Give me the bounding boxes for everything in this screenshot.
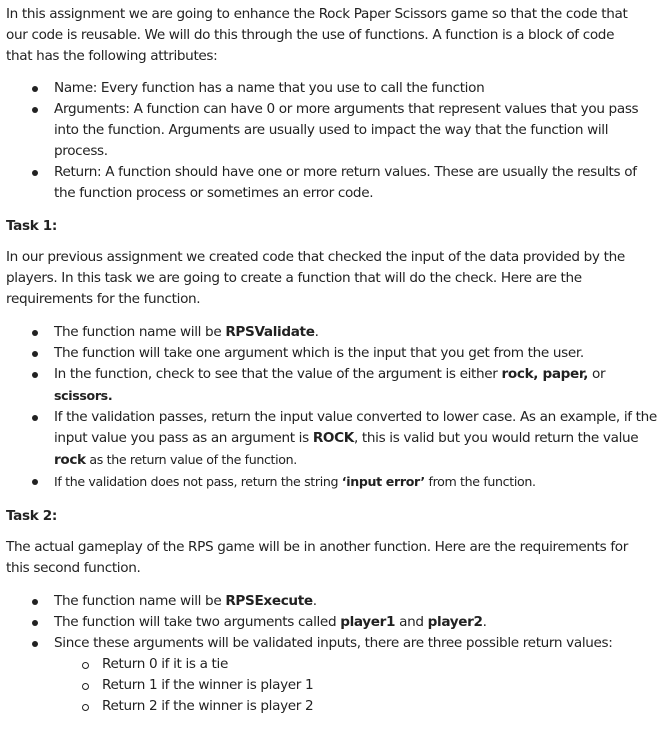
circle-bullet-icon [82,704,89,711]
bullet-icon [32,351,38,357]
task1-intro: In our previous assignment we created code that checked the input of the data provided by the players. In this task we are going to create a function that will do the check. Here are the requirements for the function. [6,249,625,307]
bullet-icon [32,372,38,378]
task1-heading: Task 1: [6,218,58,234]
list-item: Name: Every function has a name that you use to call the function [6,78,658,99]
function-name: RPSExecute [225,593,313,609]
bullet-icon [32,107,38,113]
list-item: In the function, check to see that the value of the argument is either rock, paper, or scissors. [6,364,658,407]
bullet-icon [32,620,38,626]
task2-requirements-list [6,591,613,654]
list-item: Return: A function should have one or more return values. These are usually the results of the function process or sometimes an error code. [6,162,658,204]
return-values-list [6,654,313,717]
list-item: The function will take one argument which is the input that you get from the user. [6,343,658,364]
list-item: The function name will be RPSValidate. [6,322,658,343]
task2-intro: The actual gameplay of the RPS game will be in another function. Here are the requirements for this second function. [6,539,628,576]
task1-requirements-list [6,322,658,492]
list-item: If the validation passes, return the input value converted to lower case. As an example, if the input value you pass as an argument is ROCK, this is valid but you would return the value rock as the return value of the function. [6,407,658,471]
bullet-icon [32,599,38,605]
task2-heading: Task 2: [6,508,58,524]
list-item: Return 0 if it is a tie [6,654,313,675]
list-item: Return 1 if the winner is player 1 [6,675,313,696]
circle-bullet-icon [82,683,89,690]
bullet-icon [32,170,38,176]
list-item: The function will take two arguments called player1 and player2. [6,612,613,633]
list-item: Arguments: A function can have 0 or more arguments that represent values that you pass into the function. Arguments are usually used to impact the way that the function will process. [6,99,658,162]
list-item: Since these arguments will be validated inputs, there are three possible return values: [6,633,613,654]
list-item: The function name will be RPSExecute. [6,591,613,612]
bullet-icon [32,415,38,421]
bullet-icon [32,330,38,336]
list-item: If the validation does not pass, return the string ‘input error’ from the function. [6,471,658,492]
function-attributes-list [6,78,658,204]
circle-bullet-icon [82,662,89,669]
intro-paragraph: In this assignment we are going to enhance the Rock Paper Scissors game so that the code that our code is reusable. We will do this through the use of functions. A function is a block of code that has the following attributes: [6,6,628,64]
function-name: RPSValidate [225,324,315,340]
bullet-icon [32,641,38,647]
list-item: Return 2 if the winner is player 2 [6,696,313,717]
bullet-icon [32,86,38,92]
bullet-icon [32,479,38,485]
